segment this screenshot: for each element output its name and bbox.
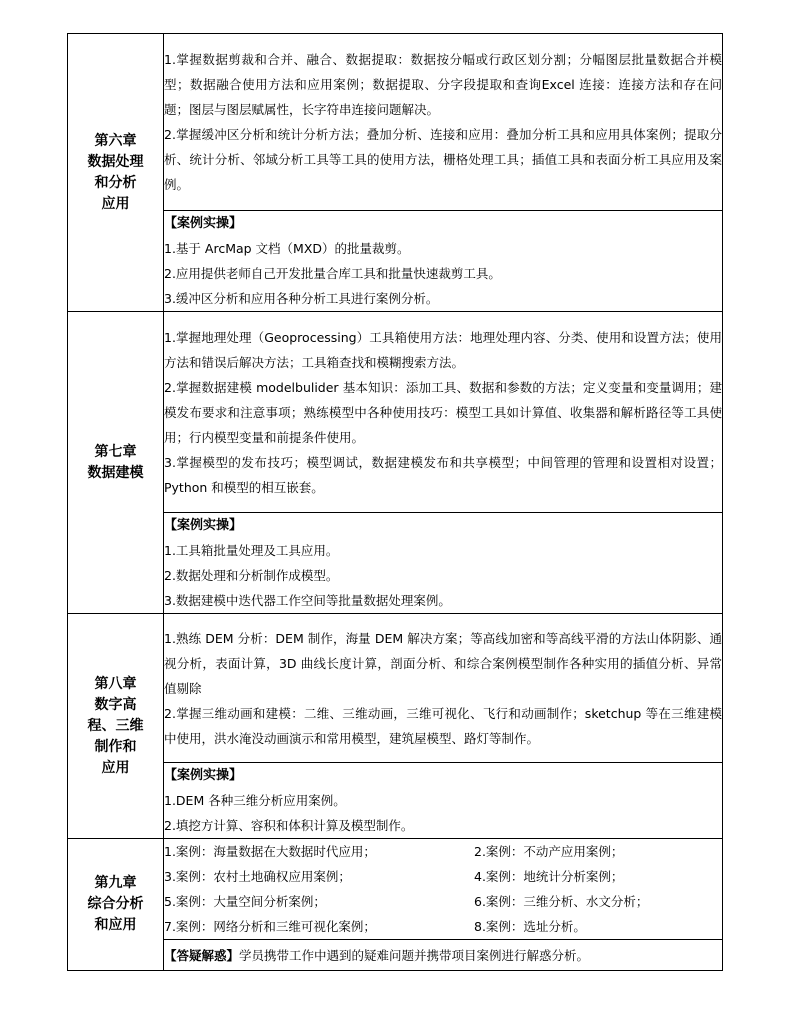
case-grid-item: 2.案例：不动产应用案例； (474, 844, 624, 859)
case-item: 3.缓冲区分析和应用各种分析工具进行案例分析。 (164, 291, 439, 306)
chapter-9-qa (164, 940, 723, 971)
chapter-8-title-line: 应用 (101, 759, 130, 776)
chapter-9-title-line: 和应用 (94, 917, 137, 933)
chapter-8-row (68, 614, 723, 763)
case-item: 2.应用提供老师自己开发批量合库工具和批量快速裁剪工具。 (164, 266, 501, 281)
chapter-7-title-line: 第七章 (94, 443, 137, 460)
chapter-7-row (68, 312, 723, 513)
chapter-8-title-line: 数字高 (94, 696, 137, 713)
content-paragraph: 2.掌握三维动画和建模：二维、三维动画，三维可视化、飞行和动画制作；sketchup 等在三维建模中使用，洪水淹没动画演示和常用模型，建筑屋模型、路灯等制作。 (164, 705, 722, 746)
case-section-title: 【案例实操】 (164, 768, 243, 783)
chapter-9-title-line: 综合分析 (87, 896, 144, 912)
case-section-title: 【案例实操】 (164, 216, 243, 231)
chapter-7-case-row (68, 513, 723, 614)
case-item: 1.基于 ArcMap 文档（MXD）的批量裁剪。 (164, 241, 410, 256)
qa-line (164, 943, 722, 968)
chapter-8-title-line: 制作和 (94, 738, 137, 755)
chapter-6-title-line: 数据处理 (87, 153, 144, 170)
case-grid-item: 3.案例：农村土地确权应用案例； (164, 869, 351, 884)
case-grid (164, 839, 722, 939)
chapter-6-title-line: 应用 (101, 195, 130, 212)
case-grid-item: 6.案例：三维分析、水文分析； (474, 894, 649, 909)
chapter-7-cases (164, 513, 723, 614)
chapter-6-case-row (68, 211, 723, 312)
chapter-6-title-line: 和分析 (94, 174, 137, 191)
chapter-8-title (68, 614, 164, 839)
content-paragraph: 1.熟练 DEM 分析：DEM 制作，海量 DEM 解决方案；等高线加密和等高线平滑的方法山体阴影、通视分析，表面计算，3D 曲线长度计算，剖面分析、和综合案例模型制作各种实用的插值分析、异常值剔除 (164, 630, 722, 696)
content-paragraph: 2.掌握缓冲区分析和统计分析方法；叠加分析、连接和应用：叠加分析工具和应用具体案例；提取分析、统计分析、邻域分析工具等工具的使用方法，栅格处理工具；插值工具和表面分析工具应用及案例。 (164, 127, 722, 192)
chapter-7-title (68, 312, 164, 614)
case-grid-item: 5.案例：大量空间分析案例； (164, 894, 326, 909)
case-grid-item: 4.案例：地统计分析案例； (474, 869, 624, 884)
chapter-8-case-row (68, 763, 723, 839)
case-item: 1.DEM 各种三维分析应用案例。 (164, 793, 346, 808)
chapter-9-cases-grid (164, 839, 723, 940)
chapter-6-cases (164, 211, 723, 312)
chapter-6-content (164, 34, 723, 211)
content-paragraph: 2.掌握数据建模 modelbulider 基本知识：添加工具、数据和参数的方法；定义变量和变量调用；建模发布要求和注意事项；熟练模型中各种使用技巧：模型工具如计算值、收集器和解析路径等工具使用；行内模型变量和前提条件使用。 (164, 379, 722, 445)
chapter-9-row (68, 839, 723, 940)
content-paragraph: 1.掌握数据剪裁和合并、融合、数据提取：数据按分幅或行政区划分割；分幅图层批量数据合并模型；数据融合使用方法和应用案例；数据提取、分字段提取和查询Excel 连接：连接方法和存在问题；图层与图层赋属性，长字符串连接问题解决。 (164, 52, 722, 117)
case-item: 2.数据处理和分析制作成模型。 (164, 568, 339, 583)
qa-text: 学员携带工作中遇到的疑难问题并携带项目案例进行解惑分析。 (239, 947, 590, 963)
chapter-9-qa-row (68, 940, 723, 971)
case-grid-item: 8.案例：选址分析。 (474, 919, 586, 934)
chapter-6-title-line: 第六章 (94, 132, 137, 149)
syllabus-table (67, 33, 723, 971)
content-paragraph: 3.掌握模型的发布技巧；模型调试，数据建模发布和共享模型；中间管理的管理和设置相对设置；Python 和模型的相互嵌套。 (164, 454, 722, 495)
case-grid-item: 7.案例：网络分析和三维可视化案例； (164, 919, 376, 934)
chapter-9-title-line: 第九章 (94, 875, 137, 891)
chapter-6-title (68, 34, 164, 312)
case-item: 1.工具箱批量处理及工具应用。 (164, 543, 339, 558)
chapter-8-title-line: 第八章 (94, 675, 137, 692)
chapter-8-title-line: 程、三维 (87, 717, 144, 734)
case-item: 3.数据建模中迭代器工作空间等批量数据处理案例。 (164, 593, 451, 608)
content-paragraph: 1.掌握地理处理（Geoprocessing）工具箱使用方法：地理处理内容、分类、使用和设置方法；使用方法和错误后解决方法；工具箱查找和模糊搜索方法。 (164, 329, 722, 370)
case-grid-item: 1.案例：海量数据在大数据时代应用； (164, 844, 376, 859)
case-section-title: 【案例实操】 (164, 518, 243, 533)
chapter-6-row (68, 34, 723, 211)
chapter-9-title (68, 839, 164, 971)
chapter-8-cases (164, 763, 723, 839)
chapter-7-title-line: 数据建模 (87, 464, 144, 481)
chapter-8-content (164, 614, 723, 763)
qa-title: 【答疑解惑】 (164, 947, 240, 963)
case-item: 2.填挖方计算、容积和体积计算及模型制作。 (164, 818, 414, 833)
chapter-7-content (164, 312, 723, 513)
